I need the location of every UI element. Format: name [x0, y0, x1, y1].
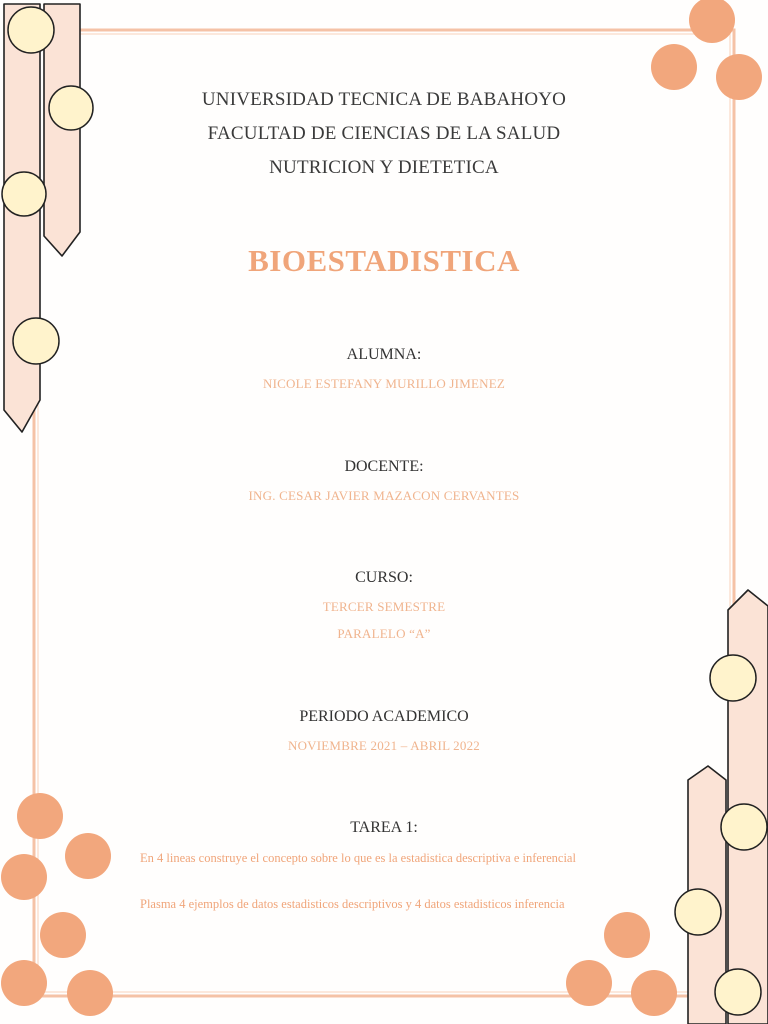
career-name: NUTRICION Y DIETETICA: [269, 157, 499, 178]
university-name: UNIVERSIDAD TECNICA DE BABAHOYO: [201, 89, 567, 110]
task-item-2: Plasma 4 ejemplos de datos estadisticos descriptivos y 4 datos estadisticos inferencia: [140, 897, 565, 911]
period-label: PERIODO ACADEMICO: [299, 708, 469, 725]
teacher-label: DOCENTE:: [344, 458, 424, 475]
task-item-1: En 4 lineas construye el concepto sobre lo que es la estadistica descriptiva e inferencial: [140, 851, 576, 865]
subject-title: BIOESTADISTICA: [248, 243, 520, 278]
student-label: ALUMNA:: [346, 346, 422, 363]
course-semester: TERCER SEMESTRE: [322, 599, 446, 614]
course-section: PARALELO “A”: [337, 626, 431, 641]
course-label: CURSO:: [355, 569, 413, 586]
student-name: NICOLE ESTEFANY MURILLO JIMENEZ: [263, 376, 505, 391]
period-value: NOVIEMBRE 2021 – ABRIL 2022: [288, 738, 480, 753]
faculty-name: FACULTAD DE CIENCIAS DE LA SALUD: [207, 123, 561, 144]
teacher-name: ING. CESAR JAVIER MAZACON CERVANTES: [248, 488, 520, 503]
task-label: TAREA 1:: [350, 819, 418, 836]
